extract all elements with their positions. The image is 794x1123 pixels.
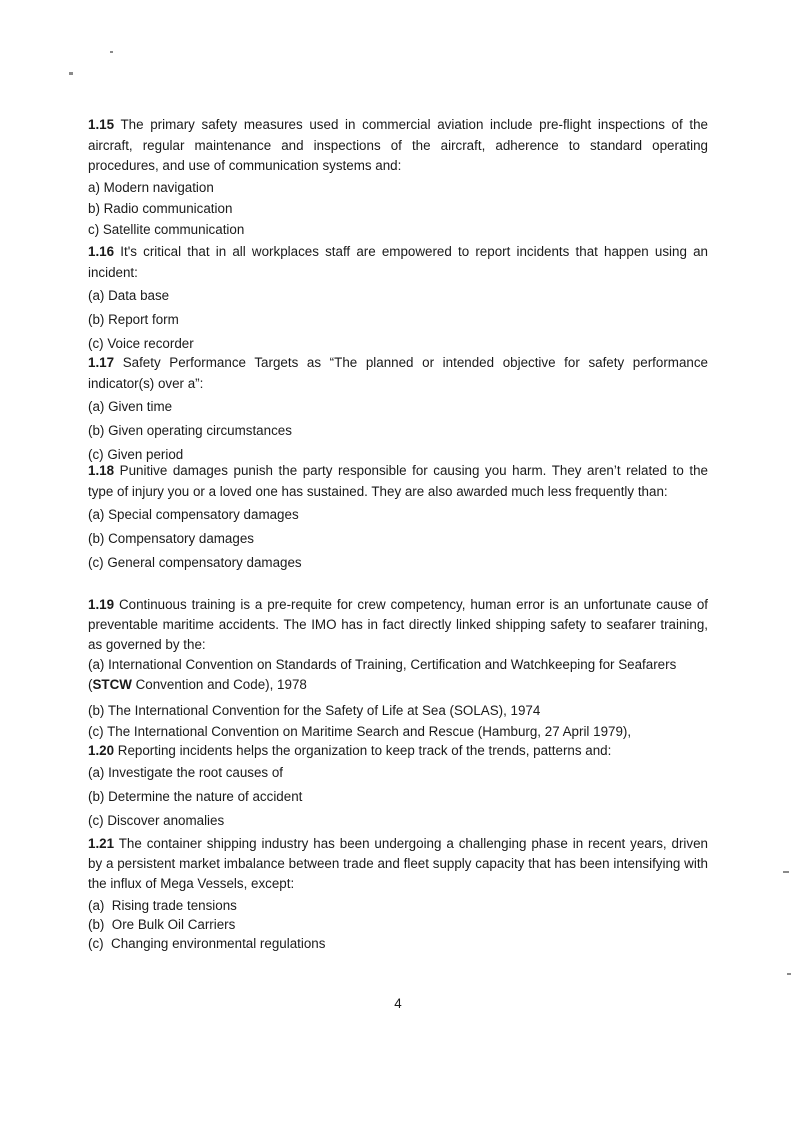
answer-option: (b) The International Convention for the Safety of Life at Sea (SOLAS), 1974 (88, 703, 541, 718)
answer-option: (c) Given period (88, 447, 184, 462)
answer-options (88, 396, 708, 465)
question-block-1-19 (88, 595, 708, 742)
answer-options (88, 762, 708, 831)
answer-option: (b) Ore Bulk Oil Carriers (88, 917, 236, 932)
question-block-1-18 (88, 461, 708, 573)
question-text: Continuous training is a pre-requite for crew competency, human error is an unfortunate cause of preventable maritime accidents. The IMO has in fact directly linked shipping safety to seafarer training, as governed by the: (88, 597, 709, 652)
scan-artifact (787, 973, 791, 975)
answer-option: (b) Given operating circumstances (88, 423, 292, 438)
answer-option: (c) The International Convention on Maritime Search and Rescue (Hamburg, 27 April 1979), (88, 724, 632, 739)
question-paragraph (88, 461, 708, 502)
question-number: 1.16 (88, 244, 115, 259)
scan-artifact (110, 51, 113, 53)
answer-option: c) Satellite communication (88, 221, 245, 237)
question-paragraph (88, 834, 708, 894)
answer-options (88, 177, 708, 240)
answer-option: (c) General compensatory damages (88, 555, 302, 570)
answer-option: (a) Data base (88, 288, 170, 303)
question-number: 1.15 (88, 117, 115, 132)
answer-option: (a) Given time (88, 399, 173, 414)
answer-options (88, 655, 708, 742)
question-text: The container shipping industry has been undergoing a challenging phase in recent years, driven by a persistent market imbalance between trade and fleet supply capacity that has been intensifying with the influx of Mega Vessels, except: (88, 836, 708, 891)
answer-option: (a) Rising trade tensions (88, 898, 237, 913)
question-number: 1.20 (88, 743, 115, 758)
answer-option: (b) Compensatory damages (88, 531, 254, 546)
answer-options (88, 285, 708, 354)
question-text: The primary safety measures used in commercial aviation include pre-flight inspections of the aircraft, regular maintenance and inspections of the aircraft, adherence to standard operating procedures, and use of communication systems and: (88, 117, 708, 173)
scan-artifact (783, 871, 789, 873)
answer-option-text: Convention and Code), 1978 (131, 677, 307, 692)
page-number: 4 (394, 996, 402, 1011)
question-paragraph (88, 595, 708, 655)
answer-option-text: (a) International Convention on Standards of Training, Certification and Watchkeeping for Seafarers ( (88, 657, 681, 692)
question-text: Reporting incidents helps the organization to keep track of the trends, patterns and: (117, 743, 612, 758)
question-text: It's critical that in all workplaces staff are empowered to report incidents that happen using an incident: (88, 244, 708, 280)
answer-option: (c) Voice recorder (88, 336, 194, 351)
question-paragraph (88, 741, 708, 762)
question-number: 1.19 (88, 597, 115, 612)
question-block-1-15 (88, 115, 708, 240)
question-number: 1.21 (88, 836, 115, 851)
answer-options (88, 504, 708, 573)
answer-option (88, 655, 708, 695)
question-block-1-20 (88, 741, 708, 831)
answer-option: (a) Special compensatory damages (88, 507, 299, 522)
answer-option: (a) Investigate the root causes of (88, 764, 284, 780)
question-number: 1.17 (88, 355, 115, 370)
answer-option: (c) Changing environmental regulations (88, 936, 326, 951)
question-block-1-17 (88, 353, 708, 465)
question-paragraph (88, 115, 708, 177)
answer-option: (b) Report form (88, 312, 179, 327)
answer-option: b) Radio communication (88, 200, 233, 216)
question-paragraph (88, 242, 708, 283)
scan-artifact (69, 72, 73, 75)
answer-option-bold-text: STCW (92, 677, 132, 692)
answer-options (88, 896, 708, 953)
question-text: Safety Performance Targets as “The planned or intended objective for safety performance indicator(s) over a”: (88, 355, 708, 391)
question-block-1-16 (88, 242, 708, 354)
answer-option: (c) Discover anomalies (88, 812, 225, 828)
question-paragraph (88, 353, 708, 394)
answer-option: (b) Determine the nature of accident (88, 788, 303, 804)
question-number: 1.18 (88, 463, 115, 478)
answer-option: a) Modern navigation (88, 179, 214, 195)
question-text: Punitive damages punish the party responsible for causing you harm. They aren’t related to the type of injury you or a loved one has sustained. They are also awarded much less frequently than: (88, 463, 708, 499)
question-block-1-21 (88, 834, 708, 953)
